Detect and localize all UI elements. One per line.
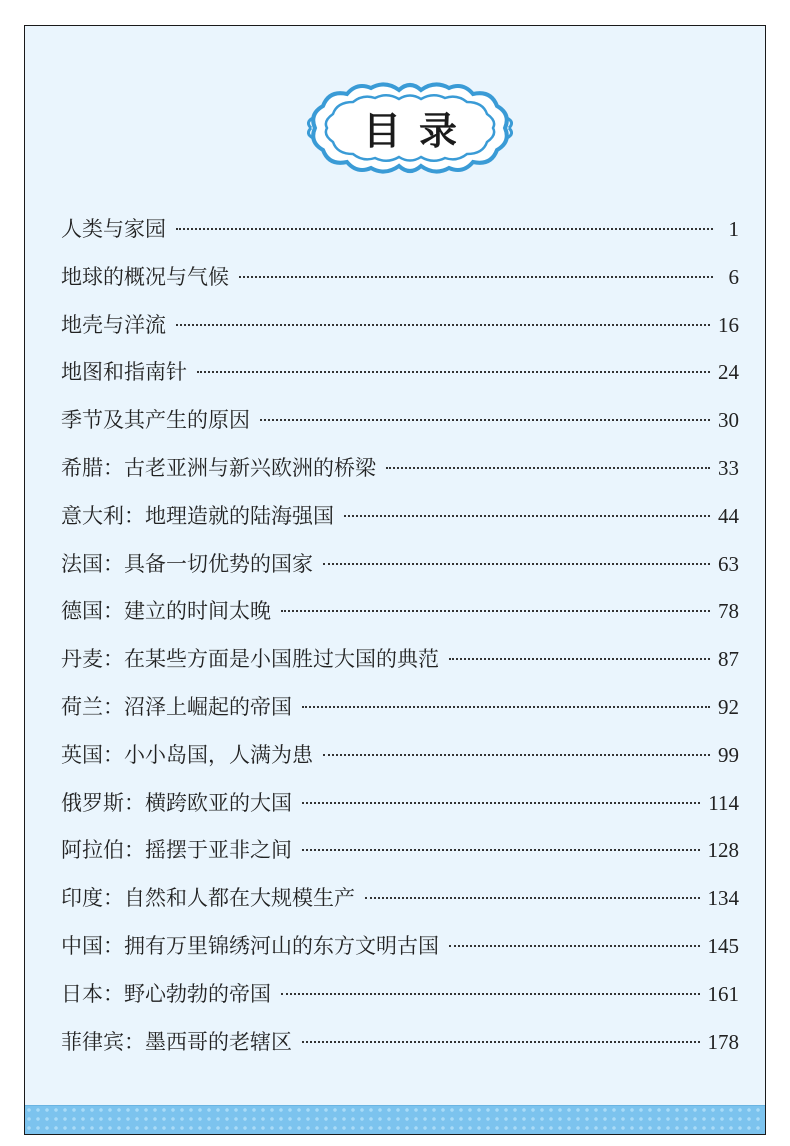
toc-entry [61, 787, 739, 835]
decorative-bottom-band [25, 1105, 765, 1134]
toc-entry-page-number: 145 [707, 933, 739, 958]
toc-entry-page-number: 30 [718, 408, 739, 433]
toc-entry-title: 意大利：地理造就的陆海强国 [61, 503, 334, 528]
toc-heading: 目录 [362, 109, 475, 153]
toc-entry [61, 930, 739, 978]
dot-leader [302, 1041, 700, 1043]
dot-leader [239, 276, 713, 278]
toc-entry-page-number: 1 [728, 217, 739, 241]
toc-entry [61, 548, 739, 596]
toc-entry-page-number: 6 [728, 264, 739, 289]
dot-leader [302, 849, 700, 851]
dot-leader [176, 228, 713, 230]
toc-entry-title: 丹麦：在某些方面是小国胜过大国的典范 [61, 647, 439, 672]
toc-entry-page-number: 16 [718, 312, 739, 337]
dot-leader [449, 658, 710, 660]
toc-entry [61, 739, 739, 787]
toc-entry [61, 356, 739, 404]
toc-entry-title: 人类与家园 [61, 217, 166, 241]
toc-entry-page-number: 92 [718, 694, 739, 719]
toc-entry [61, 691, 739, 739]
toc-entry-page-number: 128 [707, 838, 739, 863]
toc-entry-title: 地壳与洋流 [61, 312, 166, 337]
toc-entry [61, 213, 739, 261]
toc-entry [61, 595, 739, 643]
toc-entry [61, 452, 739, 500]
toc-entry [61, 261, 739, 309]
toc-entry-title: 阿拉伯：摇摆于亚非之间 [61, 838, 292, 863]
toc-entry-page-number: 24 [718, 360, 739, 385]
toc-entry [61, 978, 739, 1026]
dot-leader [449, 945, 700, 947]
toc-entry [61, 834, 739, 882]
dot-leader [281, 993, 700, 995]
toc-entry-title: 德国：建立的时间太晚 [61, 599, 271, 624]
dot-leader [323, 754, 710, 756]
dot-leader [344, 515, 710, 517]
dot-leader [260, 419, 710, 421]
toc-entry-page-number: 63 [718, 551, 739, 576]
toc-entry-title: 日本：野心勃勃的帝国 [61, 981, 271, 1006]
dot-leader [302, 802, 700, 804]
toc-entry-title: 地图和指南针 [61, 360, 187, 385]
toc-entry [61, 500, 739, 548]
toc-entry-page-number: 178 [707, 1029, 739, 1054]
toc-entry [61, 1026, 739, 1074]
toc-entry [61, 882, 739, 930]
toc-entry-page-number: 99 [718, 742, 739, 767]
toc-entry-page-number: 114 [708, 790, 739, 815]
toc-entry-page-number: 78 [718, 599, 739, 624]
table-of-contents [61, 213, 739, 1073]
dot-leader [365, 897, 700, 899]
toc-entry [61, 643, 739, 691]
toc-entry [61, 404, 739, 452]
toc-entry-title: 菲律宾：墨西哥的老辖区 [61, 1029, 292, 1054]
toc-entry-page-number: 33 [718, 455, 739, 480]
toc-entry-page-number: 44 [718, 503, 739, 528]
dot-leader [386, 467, 710, 469]
toc-entry-page-number: 87 [718, 647, 739, 672]
toc-entry-page-number: 161 [707, 981, 739, 1006]
toc-entry-title: 荷兰：沼泽上崛起的帝国 [61, 694, 292, 719]
dot-leader [197, 371, 710, 373]
toc-entry-title: 希腊：古老亚洲与新兴欧洲的桥梁 [61, 455, 376, 480]
dot-leader [323, 563, 710, 565]
heading-frame [307, 78, 513, 178]
dot-leader [176, 324, 710, 326]
book-page [24, 25, 766, 1135]
toc-entry-title: 中国：拥有万里锦绣河山的东方文明古国 [61, 933, 439, 958]
toc-entry-title: 印度：自然和人都在大规模生产 [61, 886, 355, 911]
toc-entry-title: 法国：具备一切优势的国家 [61, 551, 313, 576]
toc-entry-title: 俄罗斯：横跨欧亚的大国 [61, 790, 292, 815]
toc-entry-title: 地球的概况与气候 [61, 264, 229, 289]
dot-leader [281, 610, 710, 612]
toc-entry [61, 309, 739, 357]
toc-entry-title: 英国：小小岛国，人满为患 [61, 742, 313, 767]
toc-entry-title: 季节及其产生的原因 [61, 408, 250, 433]
toc-entry-page-number: 134 [707, 886, 739, 911]
dot-leader [302, 706, 710, 708]
